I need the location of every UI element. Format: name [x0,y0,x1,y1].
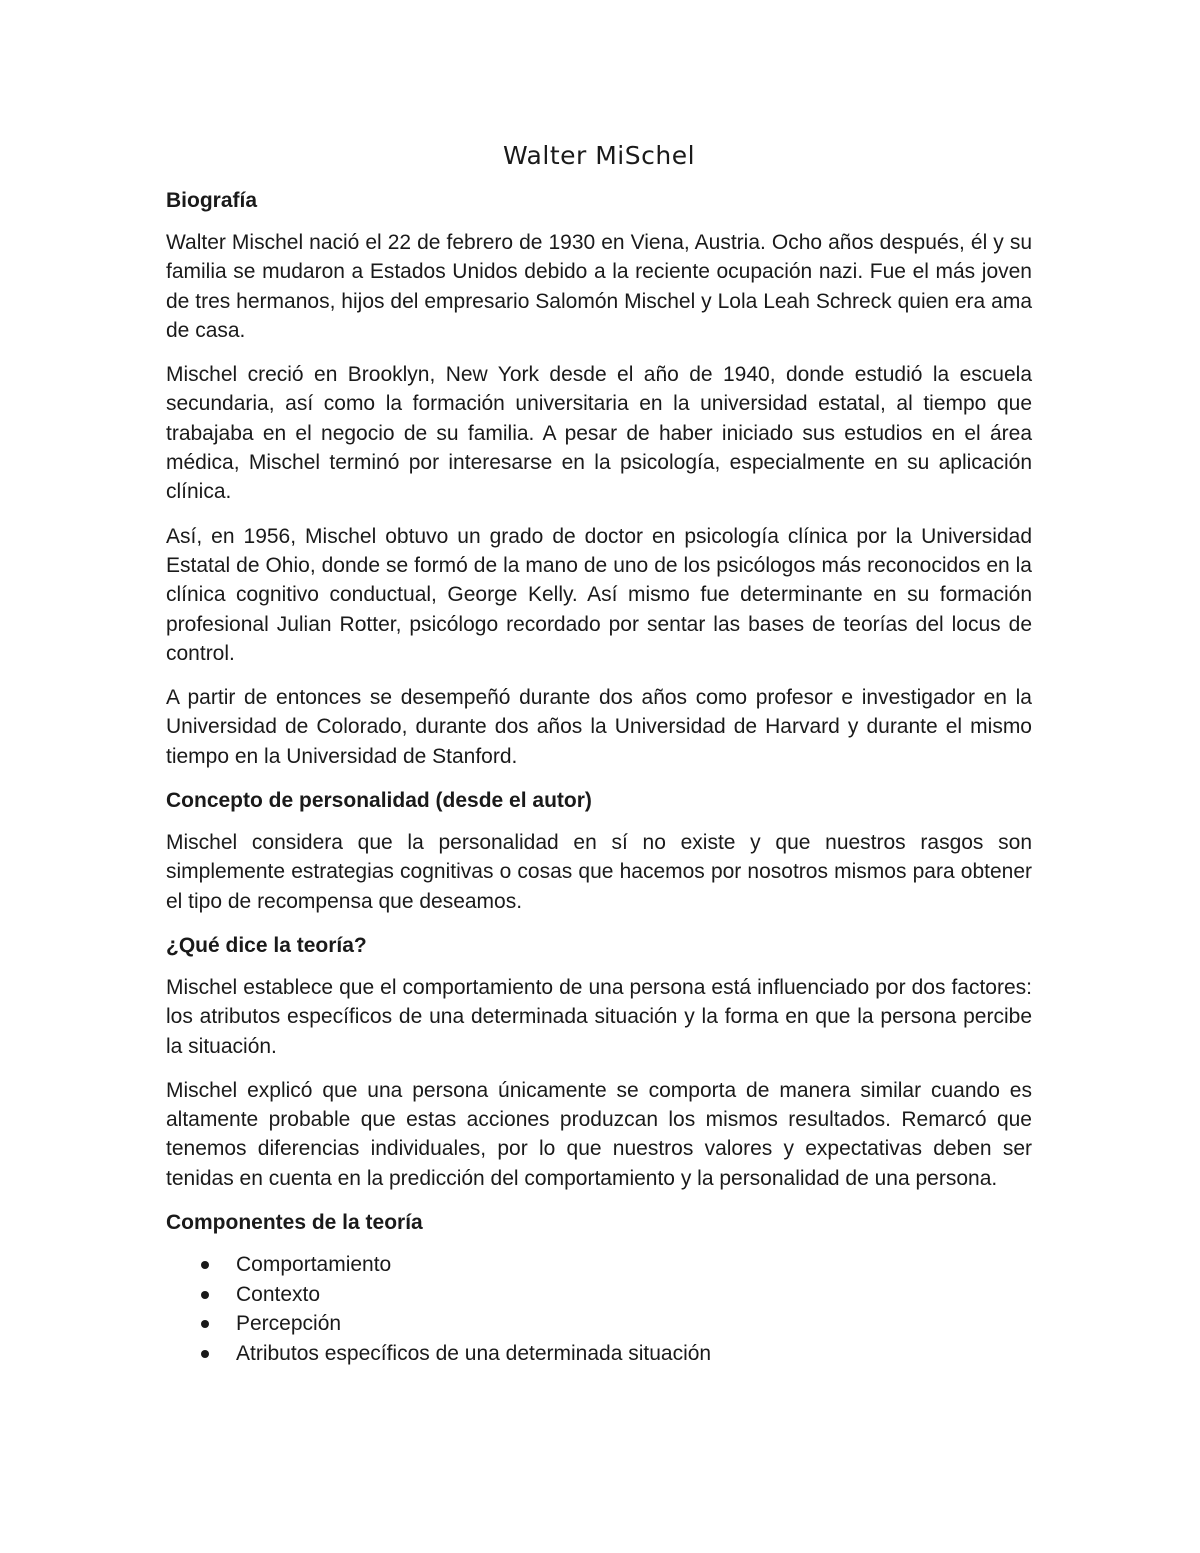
bullet-icon [201,1291,209,1299]
heading-teoria: ¿Qué dice la teoría? [166,933,367,957]
list-item [166,1280,1032,1310]
list-item-text: Atributos específicos de una determinada situación [236,1341,712,1365]
list-item-text: Contexto [236,1282,321,1306]
list-item [166,1250,1032,1280]
bullet-icon [201,1350,209,1358]
paragraph: Así, en 1956, Mischel obtuvo un grado de doctor en psicología clínica por la Universidad Estatal de Ohio, donde se formó de la mano de uno de los psicólogos más reconocidos en la clínica cognitivo conductual, George Kelly. Así mismo fue determinante en su formación profesional Julian Rotter, psicólogo recordado por sentar las bases de teorías del locus de control. [166,524,1032,665]
bullet-icon [201,1261,209,1269]
components-list [166,1250,1032,1368]
document-page [166,134,1032,1368]
document-title: Walter MiSchel [502,141,696,170]
paragraph: Walter Mischel nació el 22 de febrero de 1930 en Viena, Austria. Ocho años después, él y su familia se mudaron a Estados Unidos debido a la reciente ocupación nazi. Fue el más joven de tres hermanos, hijos del empresario Salomón Mischel y Lola Leah Schreck quien era ama de casa. [166,231,1032,342]
list-item-text: Percepción [236,1312,342,1336]
heading-concepto: Concepto de personalidad (desde el autor) [166,789,592,813]
paragraph: Mischel explicó que una persona únicamente se comporta de manera similar cuando es altamente probable que estas acciones produzcan los mismos resultados. Remarcó que tenemos diferencias individuales, por lo que nuestros valores y expectativas deben ser tenidas en cuenta en la predicción del comportamiento y la personalidad de una persona. [166,1078,1032,1190]
list-item [166,1309,1032,1339]
heading-biografia: Biografía [166,189,258,212]
paragraph: A partir de entonces se desempeñó durante dos años como profesor e investigador en la Universidad de Colorado, durante dos años la Universidad de Harvard y durante el mismo tiempo en la Universidad de Stanford. [166,686,1032,768]
list-item [166,1339,1032,1369]
paragraph: Mischel creció en Brooklyn, New York desde el año de 1940, donde estudió la escuela secundaria, así como la formación universitaria en la universidad estatal, al tiempo que trabajaba en el negocio de su familia. A pesar de haber iniciado sus estudios en el área médica, Mischel terminó por interesarse en la psicología, especialmente en su aplicación clínica. [166,363,1032,504]
paragraph: Mischel establece que el comportamiento de una persona está influenciado por dos factores: los atributos específicos de una determinada situación y la forma en que la persona percibe la situación. [166,975,1032,1058]
list-item-text: Comportamiento [236,1253,392,1277]
paragraph: Mischel considera que la personalidad en sí no existe y que nuestros rasgos son simplemente estrategias cognitivas o cosas que hacemos por nosotros mismos para obtener el tipo de recompensa que deseamos. [166,831,1032,913]
bullet-icon [201,1320,209,1328]
heading-componentes: Componentes de la teoría [166,1211,423,1235]
